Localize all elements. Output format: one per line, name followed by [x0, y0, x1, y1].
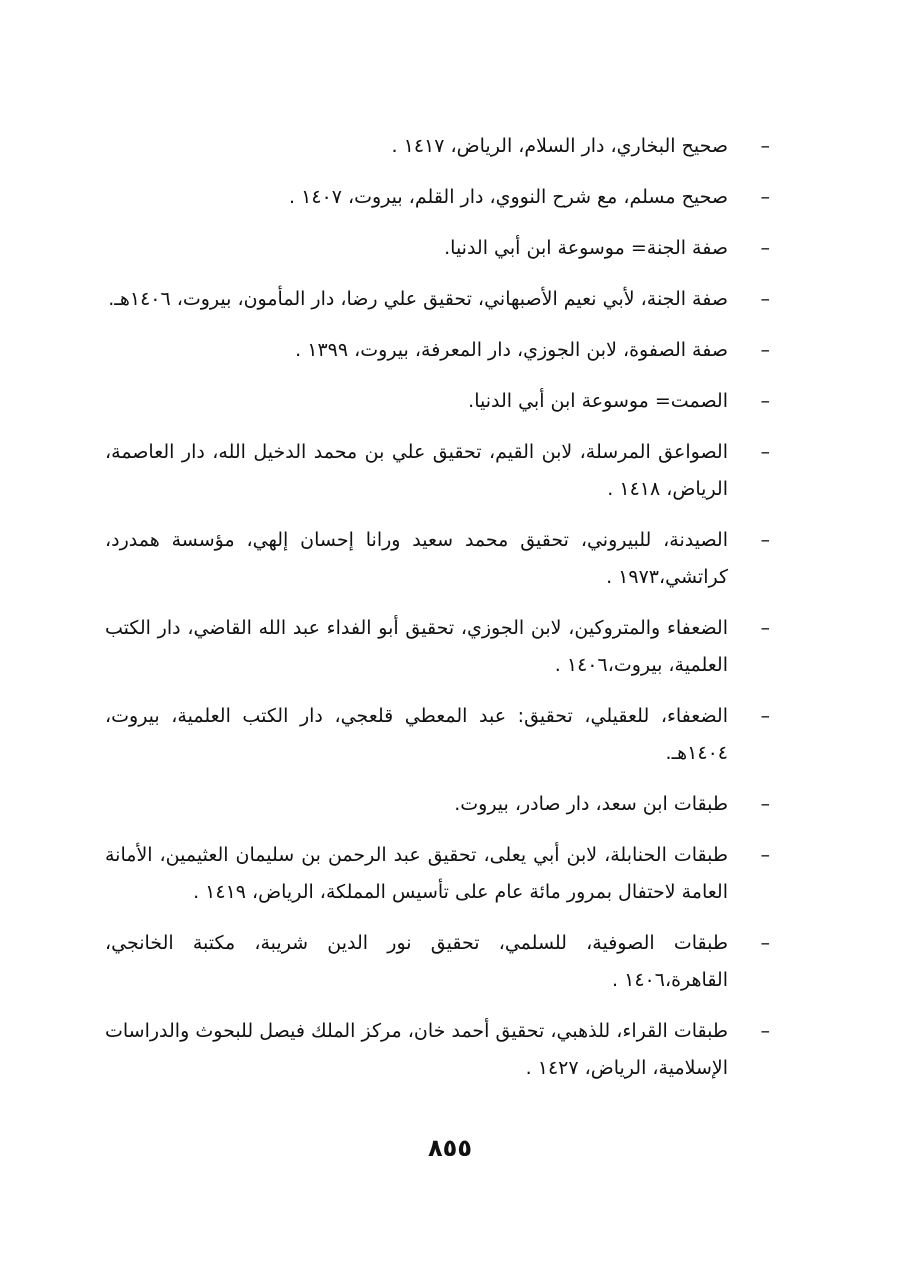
entry-text: طبقات القراء، للذهبي، تحقيق أحمد خان، مركز الملك فيصل للبحوث والدراسات الإسلامية، الرياض، ١٤٢٧ .: [105, 1020, 728, 1079]
entry-text: طبقات ابن سعد، دار صادر، بيروت.: [454, 793, 728, 815]
bibliography-entry: [105, 837, 770, 911]
dash-bullet: –: [760, 186, 770, 208]
entry-text: الصمت= موسوعة ابن أبي الدنيا.: [468, 390, 728, 412]
dash-bullet: –: [760, 932, 770, 954]
dash-bullet: –: [760, 844, 770, 866]
bibliography-entry: [105, 230, 770, 267]
entry-text: طبقات الحنابلة، لابن أبي يعلى، تحقيق عبد الرحمن بن سليمان العثيمين، الأمانة العامة لاحتفال بمرور مائة عام على تأسيس المملكة، الرياض، ١٤١٩ .: [105, 844, 728, 903]
entry-text: صحيح البخاري، دار السلام، الرياض، ١٤١٧ .: [391, 135, 728, 157]
bibliography-entry: [105, 925, 770, 999]
bibliography-entry: [105, 786, 770, 823]
entry-text: صفة الصفوة، لابن الجوزي، دار المعرفة، بيروت، ١٣٩٩ .: [295, 339, 728, 361]
bibliography-entry: [105, 522, 770, 596]
bibliography-entry: [105, 128, 770, 165]
entry-text: صحيح مسلم، مع شرح النووي، دار القلم، بيروت، ١٤٠٧ .: [289, 186, 728, 208]
dash-bullet: –: [760, 390, 770, 412]
entry-text: الصيدنة، للبيروني، تحقيق محمد سعيد ورانا إحسان إلهي، مؤسسة همدرد، كراتشي،١٩٧٣ .: [105, 529, 728, 588]
entry-text: طبقات الصوفية، للسلمي، تحقيق نور الدين شريبة، مكتبة الخانجي، القاهرة،١٤٠٦ .: [105, 932, 728, 991]
bibliography-entry: [105, 610, 770, 684]
dash-bullet: –: [760, 288, 770, 310]
dash-bullet: –: [760, 339, 770, 361]
entry-text: الضعفاء، للعقيلي، تحقيق: عبد المعطي قلعجي، دار الكتب العلمية، بيروت، ١٤٠٤هـ.: [105, 705, 728, 764]
entry-text: صفة الجنة= موسوعة ابن أبي الدنيا.: [444, 237, 728, 259]
entry-text: الضعفاء والمتروكين، لابن الجوزي، تحقيق أبو الفداء عبد الله القاضي، دار الكتب العلمية، بيروت،١٤٠٦ .: [105, 617, 728, 676]
page-number: ٨٥٥: [428, 1134, 472, 1162]
bibliography-entry: [105, 434, 770, 508]
bibliography-list: [105, 128, 770, 1101]
bibliography-entry: [105, 281, 770, 318]
dash-bullet: –: [760, 237, 770, 259]
dash-bullet: –: [760, 441, 770, 463]
dash-bullet: –: [760, 705, 770, 727]
dash-bullet: –: [760, 1020, 770, 1042]
bibliography-entry: [105, 1013, 770, 1087]
dash-bullet: –: [760, 617, 770, 639]
bibliography-entry: [105, 698, 770, 772]
bibliography-entry: [105, 383, 770, 420]
entry-text: الصواعق المرسلة، لابن القيم، تحقيق علي بن محمد الدخيل الله، دار العاصمة، الرياض، ١٤١٨ .: [105, 441, 728, 500]
dash-bullet: –: [760, 529, 770, 551]
bibliography-entry: [105, 332, 770, 369]
dash-bullet: –: [760, 793, 770, 815]
bibliography-entry: [105, 179, 770, 216]
entry-text: صفة الجنة، لأبي نعيم الأصبهاني، تحقيق علي رضا، دار المأمون، بيروت، ١٤٠٦هـ.: [108, 288, 728, 310]
dash-bullet: –: [760, 135, 770, 157]
